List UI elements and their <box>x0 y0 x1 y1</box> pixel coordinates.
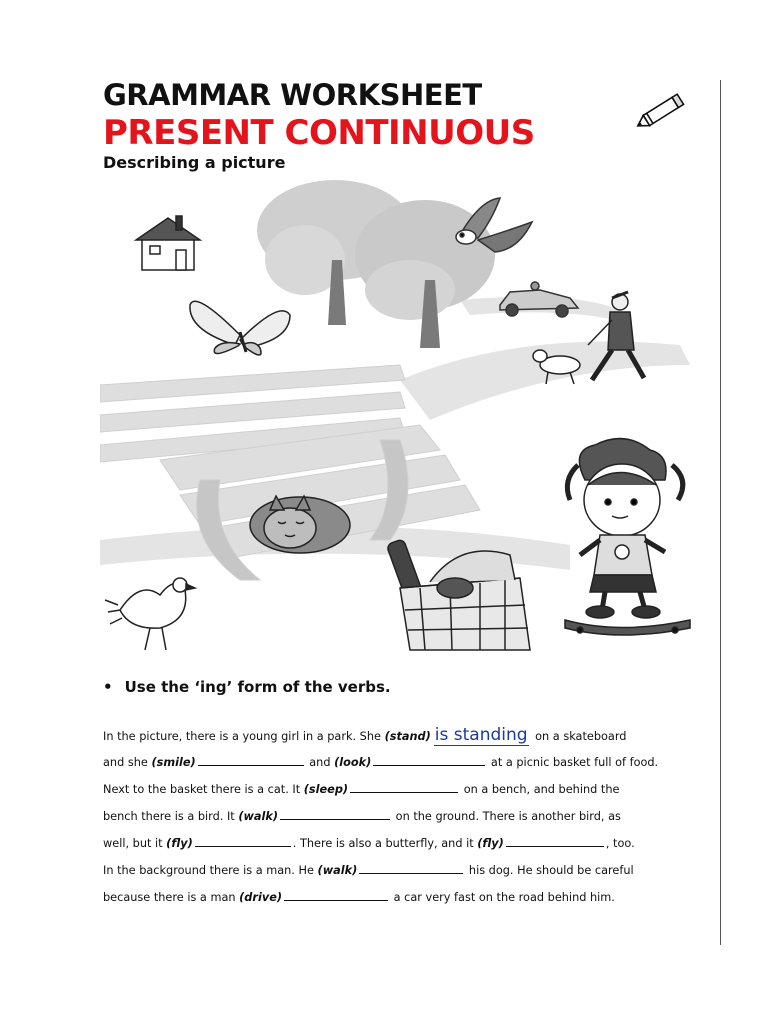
exercise-line-5: well, but it (fly) . There is also a butterfly, and it (fly) , too. <box>103 830 708 857</box>
verb-fly-butterfly: (fly) <box>477 837 504 850</box>
verb-fly: (fly) <box>166 837 193 850</box>
butterfly-icon <box>190 301 290 355</box>
instruction-text: Use the ‘ing’ form of the verbs. <box>124 678 391 696</box>
pencil-icon <box>632 92 688 132</box>
cat-icon <box>250 496 350 553</box>
exercise-line-2: and she (smile) and (look) at a picnic basket full of food. <box>103 749 708 776</box>
park-scene-illustration <box>100 180 710 660</box>
exercise-line-7: because there is a man (drive) a car very fast on the road behind him. <box>103 884 708 911</box>
verb-look: (look) <box>334 756 372 769</box>
verb-smile: (smile) <box>151 756 196 769</box>
blank-fly-bird[interactable] <box>195 832 291 847</box>
verb-drive: (drive) <box>239 891 283 904</box>
worksheet-topic: PRESENT CONTINUOUS <box>103 113 535 153</box>
blank-fly-butterfly[interactable] <box>506 832 604 847</box>
blank-walk[interactable] <box>280 805 390 820</box>
girl-skateboard-icon <box>565 439 690 635</box>
blank-drive[interactable] <box>284 886 388 901</box>
exercise-line-4: bench there is a bird. It (walk) on the ground. There is another bird, as <box>103 803 708 830</box>
house-icon <box>136 216 200 270</box>
verb-stand: (stand) <box>384 730 431 743</box>
verb-walk: (walk) <box>238 810 279 823</box>
exercise-instruction <box>103 678 391 696</box>
exercise-line-6: In the background there is a man. He (walk) his dog. He should be careful <box>103 857 708 884</box>
answer-stand[interactable]: is standing <box>434 725 528 745</box>
exercise-line-1: In the picture, there is a young girl in a park. She (stand) is standing on a skateboard <box>103 725 627 745</box>
walking-bird-icon <box>105 578 195 650</box>
bullet-icon: • <box>103 678 113 696</box>
blank-walk-man[interactable] <box>359 859 463 874</box>
worksheet-title: GRAMMAR WORKSHEET <box>103 78 482 112</box>
worksheet-subtitle: Describing a picture <box>103 153 286 172</box>
blank-look[interactable] <box>373 751 485 766</box>
bird-icon <box>456 198 532 252</box>
page-edge-line <box>720 80 721 945</box>
verb-sleep: (sleep) <box>303 783 349 796</box>
blank-smile[interactable] <box>198 751 304 766</box>
exercise-line-3: Next to the basket there is a cat. It (sleep) on a bench, and behind the <box>103 776 708 803</box>
trees-icon <box>257 180 495 348</box>
verb-walk-man: (walk) <box>317 864 358 877</box>
blank-sleep[interactable] <box>350 778 458 793</box>
exercise-text <box>103 722 708 911</box>
